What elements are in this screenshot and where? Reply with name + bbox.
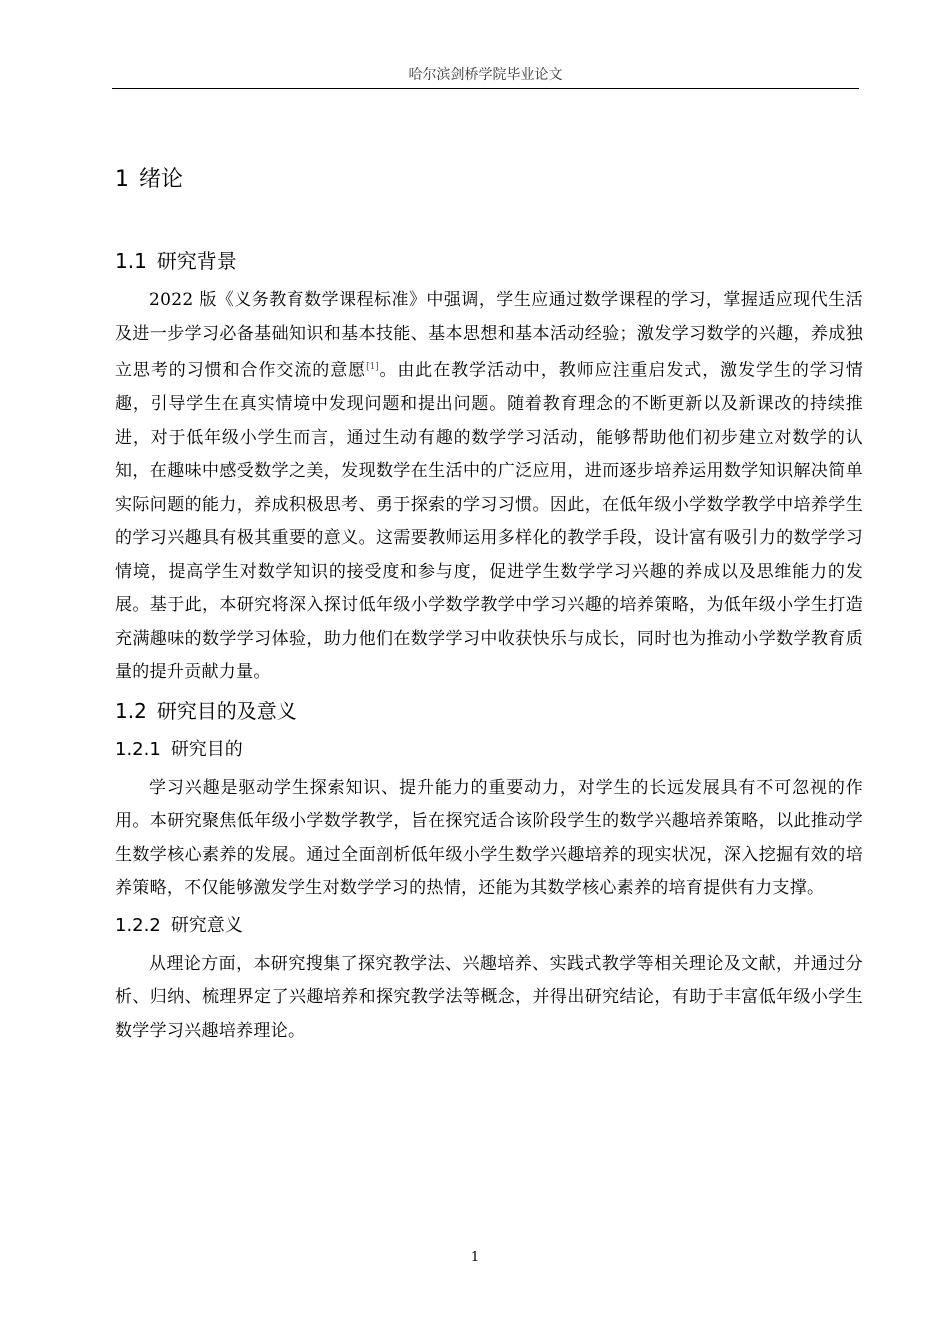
paragraph-research-significance: 从理论方面，本研究搜集了探究教学法、兴趣培养、实践式教学等相关理论及文献，并通过分析、归纳、梳理界定了兴趣培养和探究教学法等概念，并得出研究结论，有助于丰富低年级小学生数学学习兴趣培养理论。 xyxy=(115,953,863,1041)
chapter-number: 1 xyxy=(115,167,129,192)
subsection-title: 研究意义 xyxy=(170,914,243,936)
chapter-title: 绪论 xyxy=(139,167,184,192)
section-number: 1.2 xyxy=(115,698,147,723)
chapter-heading xyxy=(115,160,863,200)
section-heading-1-2 xyxy=(115,694,863,728)
subsection-title: 研究目的 xyxy=(170,738,243,760)
citation-mark: [1] xyxy=(366,362,379,372)
subsection-number: 1.2.1 xyxy=(115,738,161,760)
running-header: 哈尔滨剑桥学院毕业论文 xyxy=(408,67,563,83)
page-number: 1 xyxy=(470,1250,480,1265)
section-heading-1-1 xyxy=(115,244,863,278)
section-number: 1.1 xyxy=(115,249,147,273)
paragraph-text-part2: 。由此在教学活动中，教师应注重启发式，激发学生的学习情趣，引导学生在真实情境中发现问题和提出问题。随着教育理念的不断更新以及新课改的持续推进，对于低年级小学生而言，通过生动有趣的数学学习活动，能够帮助他们初步建立对数学的认知，在趣味中感受数学之美，发现数学在生活中的广泛应用，进而逐步培养运用数学知识解决简单实际问题的能力，养成积极思考、勇于探索的学习习惯。因此，在低年级小学数学教学中培养学生的学习兴趣具有极其重要的意义。这需要教师运用多样化的教学手段，设计富有吸引力的数学学习情境，提高学生对数学知识的接受度和参与度，促进学生数学学习兴趣的养成以及思维能力的发展。基于此，本研究将深入探讨低年级小学数学教学中学习兴趣的培养策略，为低年级小学生打造充满趣味的数学学习体验，助力他们在数学学习中收获快乐与成长，同时也为推动小学数学教育质量的提升贡献力量。 xyxy=(115,360,863,683)
subsection-heading-1-2-1 xyxy=(115,734,863,766)
paragraph-research-background xyxy=(115,284,863,690)
document-body xyxy=(115,160,863,1048)
paragraph-text-part1: 2022 版《义务教育数学课程标准》中强调，学生应通过数学课程的学习，掌握适应现代生活及进一步学习必备基础知识和基本技能、基本思想和基本活动经验；激发学习数学的兴趣，养成独立思考的习惯和合作交流的意愿 xyxy=(115,290,863,381)
subsection-number: 1.2.2 xyxy=(115,914,161,936)
paragraph-research-purpose: 学习兴趣是驱动学生探索知识、提升能力的重要动力，对学生的长远发展具有不可忽视的作用。本研究聚焦低年级小学数学教学，旨在探究适合该阶段学生的数学兴趣培养策略，以此推动学生数学核心素养的发展。通过全面剖析低年级小学生数学兴趣培养的现实状况，深入挖掘有效的培养策略，不仅能够激发学生对数学学习的热情，还能为其数学核心素养的培育提供有力支撑。 xyxy=(115,777,863,899)
section-title: 研究背景 xyxy=(156,249,237,273)
header-rule xyxy=(112,88,859,89)
section-title: 研究目的及意义 xyxy=(156,698,297,723)
subsection-heading-1-2-2 xyxy=(115,910,863,942)
